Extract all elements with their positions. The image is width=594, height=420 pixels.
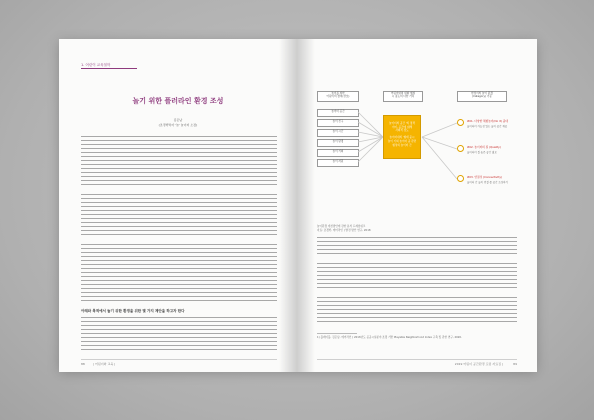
figure-source-line: 자료: 조경학, 에어라인 ) 발전 방안 연구, 2018: [317, 229, 371, 232]
running-footer: | 어린이와 교육 |: [93, 362, 116, 366]
diagram-top-right-box: 한정서의 놀이 환경 (Category) 기준: [457, 91, 507, 102]
author-name: 김은남: [173, 118, 183, 122]
figure-caption-line: 놀이환경 개선방안에 관한 분석 프레임워크: [317, 225, 366, 228]
diagram-left-item: 놀이 환경: [317, 139, 359, 147]
body-paragraph: [317, 263, 517, 291]
diagram-center-box: 놀이터의 공간 '의 정책 이미, 공간에 대해 사회적 정도 놀이터내의 '형태 중시 놀이 기회 놀이터 중 관련 형성의 놀이터 간: [383, 115, 421, 159]
diagram-result-sub: 놀이터의 가능성 있는 놀이 공간 제공: [467, 125, 508, 128]
running-footer: 2019 어린이 공간환경 포럼 자료집 |: [454, 362, 503, 366]
body-paragraph: [81, 194, 277, 238]
footnote: 1) 플레이블, 김은남, 에어라인 ) 2018년도 공공시설분야 조경 기반 Playable Neighborhood Index 구축 및 관한 연구, 2020.: [317, 336, 462, 339]
diagram-top-left-box: 놀이를 위한 어린이의 참여(상호): [317, 91, 359, 102]
diagram-result-title: #03. 연결성 (Connectivity): [467, 175, 502, 179]
section-rule: [81, 68, 137, 69]
gutter-shade: [279, 39, 297, 372]
author-affiliation: (조경학박사 '놀' 놀이터 소장): [158, 123, 198, 127]
diagram-node-icon: [457, 119, 464, 126]
footer-rule: [81, 359, 277, 360]
diagram-result-title: #02. 놀이터의 질 (Quality): [467, 145, 501, 149]
article-title: 놀기 위한 플러라인 환경 조성: [132, 97, 224, 105]
section-label: 1. 어린이 교육철학: [81, 63, 111, 67]
page-number: 88: [81, 362, 85, 366]
page-number: 89: [513, 362, 517, 366]
diagram-node-icon: [457, 175, 464, 182]
diagram-result-sub: 놀이터의 질 높은 공간 필요: [467, 151, 497, 154]
footnote-rule: [317, 333, 357, 334]
diagram-result-title: #01. 다양한 체험놀이(Do it) 중대: [467, 119, 508, 123]
diagram-left-item: 놀이 친구: [317, 119, 359, 127]
body-paragraph: [81, 136, 277, 188]
diagram-top-mid-box: 어린이와의 대화 행위 시 통도의 다한 가치: [383, 91, 423, 102]
body-paragraph: [317, 237, 517, 257]
diagram-left-item: 놀이터 공간: [317, 109, 359, 117]
diagram-left-item: 놀이 시간: [317, 129, 359, 137]
diagram-left-item: 놀이 자원: [317, 159, 359, 167]
body-paragraph: [81, 317, 277, 353]
diagram-result-sub: 놀이터 간 놀이 연결 중 공간 조성하기: [467, 181, 508, 184]
left-page: [59, 39, 297, 372]
body-paragraph: [81, 244, 277, 304]
body-paragraph: [317, 297, 517, 325]
section-heading: 아래와 목적에서 놀기 위한 환경을 위한 몇 가지 제안을 하고자 한다: [81, 309, 185, 313]
diagram-left-item: 놀이 기회: [317, 149, 359, 157]
diagram-node-icon: [457, 145, 464, 152]
figure-caption: [317, 225, 371, 233]
right-page: [297, 39, 537, 372]
footer-rule: [317, 359, 517, 360]
